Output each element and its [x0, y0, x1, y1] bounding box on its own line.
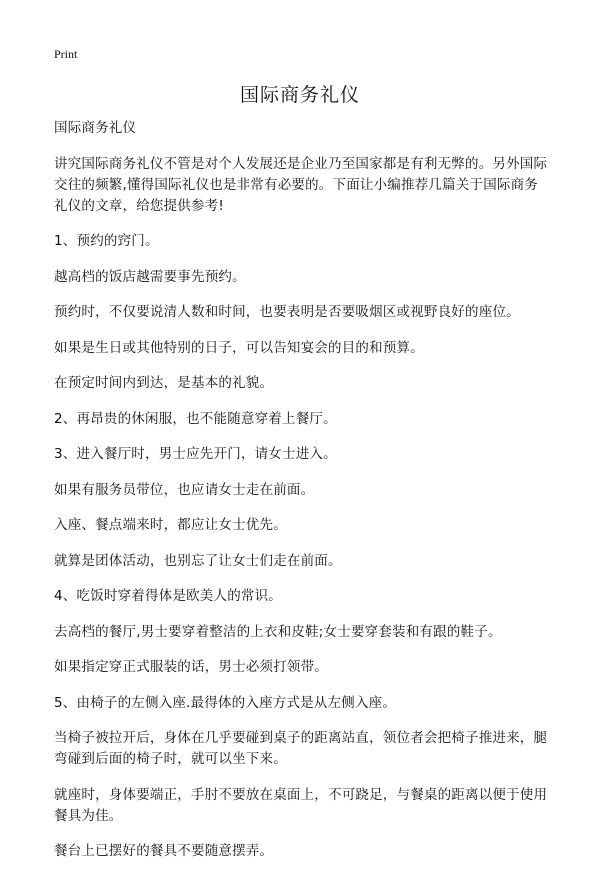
- paragraph-section-1-heading: 1、预约的窍门。: [54, 233, 159, 249]
- paragraph: 在预定时间内到达，是基本的礼貌。: [54, 375, 274, 391]
- paragraph: 如果有服务员带位，也应请女士走在前面。: [54, 481, 315, 498]
- paragraph: 就算是团体活动，也别忘了让女士们走在前面。: [54, 552, 342, 569]
- paragraph: 餐台上已摆好的餐具不要随意摆弄。: [54, 843, 274, 859]
- document-title: 国际商务礼仪: [239, 84, 360, 106]
- paragraph-section-3-heading: 3、进入餐厅时，男士应先开门，请女士进入。: [54, 446, 337, 462]
- paragraph-section-4-heading: 4、吃饭时穿着得体是欧美人的常识。: [54, 588, 282, 604]
- paragraph-subtitle: 国际商务礼仪: [54, 120, 137, 136]
- paragraph: 如果是生日或其他特别的日子，可以告知宴会的目的和预算。: [54, 339, 424, 356]
- paragraph: 去高档的餐厅,男士要穿着整洁的上衣和皮鞋;女士要穿套装和有跟的鞋子。: [54, 623, 502, 640]
- paragraph-section-5-heading: 5、由椅子的左侧入座.最得体的入座方式是从左侧入座。: [54, 694, 397, 711]
- paragraph: 如果指定穿正式服装的话，男士必须打领带。: [54, 659, 328, 675]
- paragraph: 预约时，不仅要说清人数和时间，也要表明是否要吸烟区或视野良好的座位。: [54, 304, 520, 320]
- paragraph: 就座时，身体要端正，手肘不要放在桌面上，不可跷足，与餐桌的距离以便于使用餐具为佳。: [54, 786, 548, 824]
- paragraph-section-2-heading: 2、再昂贵的休闲服，也不能随意穿着上餐厅。: [54, 410, 337, 427]
- paragraph: 当椅子被拉开后，身体在几乎要碰到桌子的距离站直，领位者会把椅子推进来，腿弯碰到后面的椅子时，就可以坐下来。: [54, 730, 548, 767]
- paragraph: 入座、餐点端来时，都应让女士优先。: [54, 517, 287, 533]
- paragraph-intro: 讲究国际商务礼仪不管是对个人发展还是企业乃至国家都是有利无弊的。另外国际交往的频繁,懂得国际礼仪也是非常有必要的。下面让小编推荐几篇关于国际商务礼仪的文章，给您提供参考!: [54, 155, 548, 214]
- document-body: [54, 118, 550, 877]
- print-link[interactable]: Print: [54, 47, 78, 61]
- paragraph: 越高档的饭店越需要事先预约。: [54, 268, 246, 285]
